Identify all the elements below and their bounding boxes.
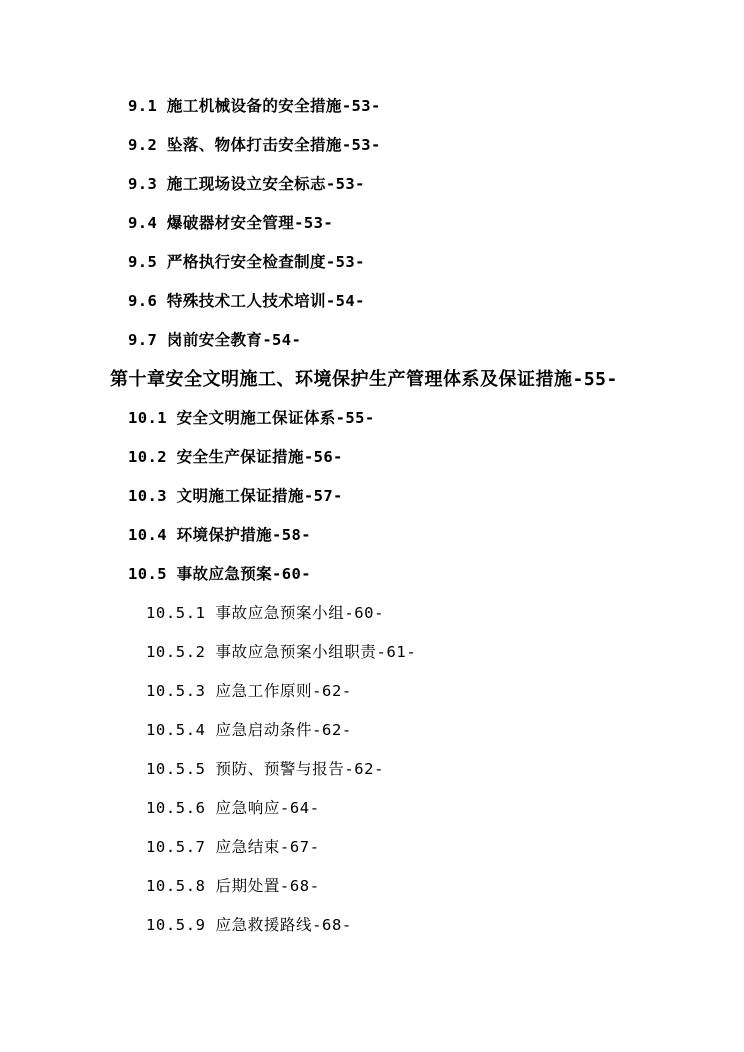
toc-item-9-3[interactable]: 9.3 施工现场设立安全标志-53- bbox=[128, 175, 365, 193]
toc-item-10-5-5[interactable]: 10.5.5 预防、预警与报告-62- bbox=[146, 760, 385, 778]
toc-item-9-6[interactable]: 9.6 特殊技术工人技术培训-54- bbox=[128, 292, 365, 310]
toc-item-9-2[interactable]: 9.2 坠落、物体打击安全措施-53- bbox=[128, 136, 381, 154]
toc-item-10-5-1[interactable]: 10.5.1 事故应急预案小组-60- bbox=[146, 604, 385, 622]
toc-item-9-1[interactable]: 9.1 施工机械设备的安全措施-53- bbox=[128, 97, 381, 115]
toc-item-10-5-2[interactable]: 10.5.2 事故应急预案小组职责-61- bbox=[146, 643, 417, 661]
toc-item-10-5-4[interactable]: 10.5.4 应急启动条件-62- bbox=[146, 721, 352, 739]
toc-item-10-5-9[interactable]: 10.5.9 应急救援路线-68- bbox=[146, 916, 352, 934]
toc-chapter-10[interactable]: 第十章安全文明施工、环境保护生产管理体系及保证措施-55- bbox=[110, 369, 618, 390]
toc-item-10-3[interactable]: 10.3 文明施工保证措施-57- bbox=[128, 487, 343, 505]
toc-item-10-1[interactable]: 10.1 安全文明施工保证体系-55- bbox=[128, 409, 375, 427]
toc-item-9-4[interactable]: 9.4 爆破器材安全管理-53- bbox=[128, 214, 334, 232]
toc-item-10-5-8[interactable]: 10.5.8 后期处置-68- bbox=[146, 877, 320, 895]
toc-item-10-5[interactable]: 10.5 事故应急预案-60- bbox=[128, 565, 311, 583]
toc-item-10-5-3[interactable]: 10.5.3 应急工作原则-62- bbox=[146, 682, 352, 700]
toc-item-9-7[interactable]: 9.7 岗前安全教育-54- bbox=[128, 331, 302, 349]
toc-item-10-4[interactable]: 10.4 环境保护措施-58- bbox=[128, 526, 311, 544]
toc-item-10-5-7[interactable]: 10.5.7 应急结束-67- bbox=[146, 838, 320, 856]
toc-item-10-2[interactable]: 10.2 安全生产保证措施-56- bbox=[128, 448, 343, 466]
toc-item-9-5[interactable]: 9.5 严格执行安全检查制度-53- bbox=[128, 253, 365, 271]
toc-item-10-5-6[interactable]: 10.5.6 应急响应-64- bbox=[146, 799, 320, 817]
